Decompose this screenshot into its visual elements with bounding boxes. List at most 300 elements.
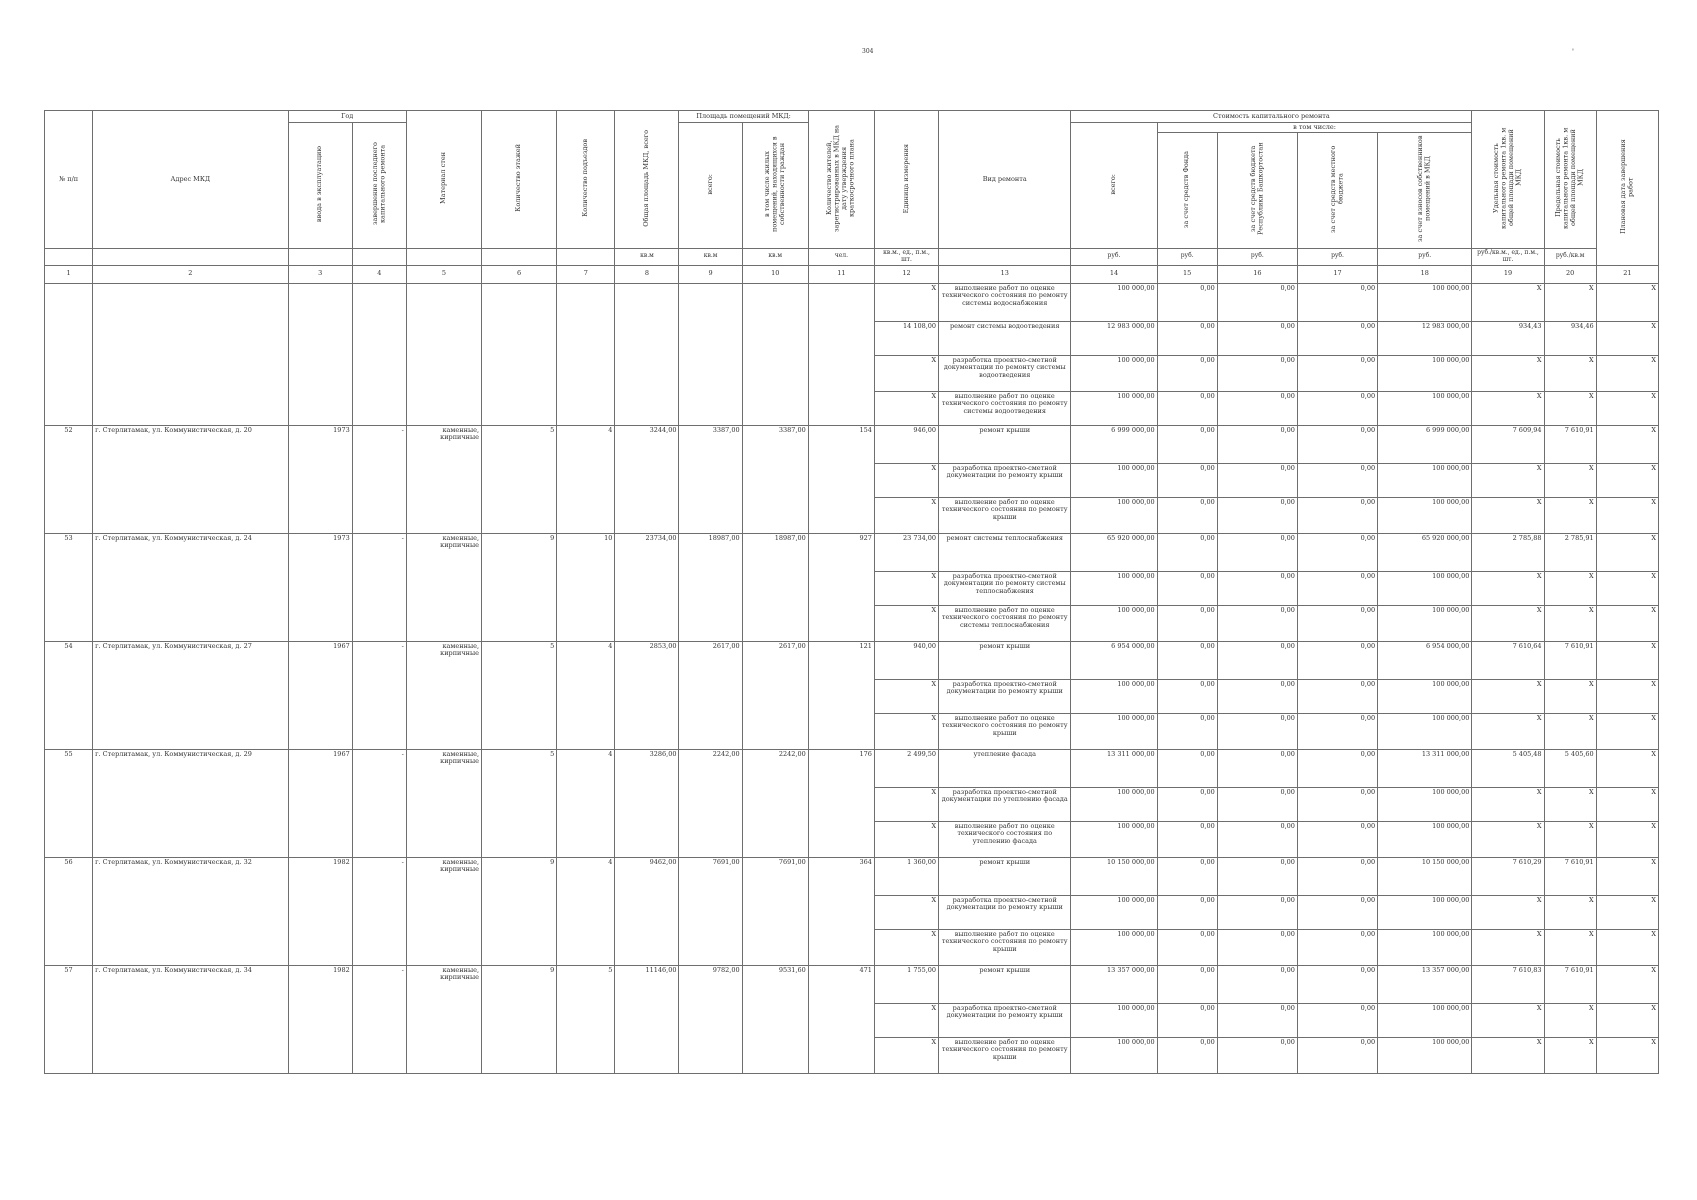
work-quantity: 1 360,00: [874, 857, 938, 895]
unit-label: руб./кв.м: [1544, 248, 1596, 265]
cost-total: 100 000,00: [1071, 571, 1157, 605]
total-area: 2853,00: [615, 641, 679, 749]
wall-material: каменные, кирпичные: [406, 425, 481, 533]
cost-fund: 0,00: [1157, 463, 1217, 497]
building-address: г. Стерлитамак, ул. Коммунистическая, д. 29: [93, 749, 288, 857]
specific-cost: X: [1472, 679, 1544, 713]
row-number: 57: [45, 965, 93, 1073]
year-built: 1973: [288, 425, 352, 533]
cost-fund: 0,00: [1157, 355, 1217, 391]
floors: 5: [482, 749, 557, 857]
planned-date: X: [1596, 605, 1658, 641]
building-address: г. Стерлитамак, ул. Коммунистическая, д. 20: [93, 425, 288, 533]
row-number: 52: [45, 425, 93, 533]
residents: 927: [808, 533, 874, 641]
header-unit: Единица измерения: [874, 111, 938, 249]
work-quantity: X: [874, 929, 938, 965]
planned-date: X: [1596, 425, 1658, 463]
header-area-all: всего:: [679, 123, 742, 249]
area-all: [679, 283, 742, 425]
unit-label: руб.: [1297, 248, 1377, 265]
column-number: 3: [288, 265, 352, 283]
cost-owners: 100 000,00: [1378, 605, 1472, 641]
unit-label: кв.м., ед., п.м., шт.: [874, 248, 938, 265]
header-area-res: в том числе жилых помещений, находящихся в собственности граждан: [742, 123, 808, 249]
limit-cost: X: [1544, 605, 1596, 641]
cost-fund: 0,00: [1157, 929, 1217, 965]
column-number: 4: [352, 265, 406, 283]
area-residential: 9531,60: [742, 965, 808, 1073]
cost-fund: 0,00: [1157, 497, 1217, 533]
work-type: выполнение работ по оценке технического состояния по ремонту крыши: [939, 929, 1071, 965]
cost-budget-rb: 0,00: [1217, 1003, 1297, 1037]
cost-fund: 0,00: [1157, 895, 1217, 929]
cost-owners: 100 000,00: [1378, 283, 1472, 321]
cost-budget-local: 0,00: [1297, 679, 1377, 713]
work-type: разработка проектно-сметной документации по ремонту крыши: [939, 679, 1071, 713]
work-quantity: 23 734,00: [874, 533, 938, 571]
cost-budget-rb: 0,00: [1217, 533, 1297, 571]
header-walls: Материал стен: [406, 111, 481, 249]
limit-cost: X: [1544, 571, 1596, 605]
cost-total: 100 000,00: [1071, 355, 1157, 391]
column-number: 2: [93, 265, 288, 283]
cost-total: 100 000,00: [1071, 497, 1157, 533]
residents: 154: [808, 425, 874, 533]
table-row: [45, 641, 1659, 679]
cost-budget-rb: 0,00: [1217, 857, 1297, 895]
header-fund: за счет средств Фонда: [1157, 133, 1217, 248]
residents: [808, 283, 874, 425]
cost-owners: 13 357 000,00: [1378, 965, 1472, 1003]
row-number: 53: [45, 533, 93, 641]
cost-total: 100 000,00: [1071, 1037, 1157, 1073]
column-number: 13: [939, 265, 1071, 283]
total-area: 11146,00: [615, 965, 679, 1073]
floors: 5: [482, 425, 557, 533]
cost-total: 100 000,00: [1071, 679, 1157, 713]
specific-cost: 7 610,64: [1472, 641, 1544, 679]
limit-cost: X: [1544, 391, 1596, 425]
work-type: ремонт крыши: [939, 425, 1071, 463]
cost-budget-rb: 0,00: [1217, 391, 1297, 425]
year-repair: -: [352, 749, 406, 857]
work-quantity: X: [874, 605, 938, 641]
header-entrances: Количество подъездов: [557, 111, 615, 249]
cost-owners: 100 000,00: [1378, 679, 1472, 713]
wall-material: каменные, кирпичные: [406, 749, 481, 857]
work-quantity: 940,00: [874, 641, 938, 679]
work-type: разработка проектно-сметной документации по ремонту крыши: [939, 895, 1071, 929]
limit-cost: X: [1544, 1037, 1596, 1073]
table-row: [45, 965, 1659, 1003]
work-quantity: X: [874, 1003, 938, 1037]
residents: 176: [808, 749, 874, 857]
year-built: 1982: [288, 965, 352, 1073]
specific-cost: 7 610,29: [1472, 857, 1544, 895]
page-number: 304: [862, 48, 874, 55]
work-quantity: X: [874, 391, 938, 425]
column-number-row: [45, 265, 1659, 283]
header-incl: в том числе:: [1157, 123, 1472, 133]
cost-owners: 12 983 000,00: [1378, 321, 1472, 355]
table-row: [45, 749, 1659, 787]
work-type: выполнение работ по оценке технического состояния по утеплению фасада: [939, 821, 1071, 857]
year-built: [288, 283, 352, 425]
specific-cost: X: [1472, 391, 1544, 425]
header-work: Вид ремонта: [939, 111, 1071, 249]
cost-fund: 0,00: [1157, 391, 1217, 425]
cost-total: 13 357 000,00: [1071, 965, 1157, 1003]
area-res: [742, 283, 808, 425]
limit-cost: 2 785,91: [1544, 533, 1596, 571]
cost-owners: 6 999 000,00: [1378, 425, 1472, 463]
column-number: 20: [1544, 265, 1596, 283]
cost-budget-rb: 0,00: [1217, 641, 1297, 679]
specific-cost: X: [1472, 355, 1544, 391]
cost-fund: 0,00: [1157, 641, 1217, 679]
cost-total: 100 000,00: [1071, 605, 1157, 641]
limit-cost: X: [1544, 283, 1596, 321]
work-quantity: 14 108,00: [874, 321, 938, 355]
entrances: 4: [557, 749, 615, 857]
cost-fund: 0,00: [1157, 283, 1217, 321]
unit-label: чел.: [808, 248, 874, 265]
planned-date: X: [1596, 965, 1658, 1003]
cost-budget-local: 0,00: [1297, 463, 1377, 497]
work-quantity: X: [874, 1037, 938, 1073]
column-number: 12: [874, 265, 938, 283]
work-quantity: X: [874, 571, 938, 605]
column-number: 16: [1217, 265, 1297, 283]
cost-budget-local: 0,00: [1297, 965, 1377, 1003]
work-type: ремонт системы водоотведения: [939, 321, 1071, 355]
residents: 121: [808, 641, 874, 749]
area-residential: 2617,00: [742, 641, 808, 749]
wall-material: каменные, кирпичные: [406, 641, 481, 749]
cost-total: 100 000,00: [1071, 787, 1157, 821]
area-all: 2242,00: [679, 749, 742, 857]
column-number: 7: [557, 265, 615, 283]
work-quantity: 946,00: [874, 425, 938, 463]
floors: 9: [482, 857, 557, 965]
cost-owners: 100 000,00: [1378, 497, 1472, 533]
specific-cost: X: [1472, 283, 1544, 321]
column-number: 9: [679, 265, 742, 283]
cost-owners: 65 920 000,00: [1378, 533, 1472, 571]
area-residential: 3387,00: [742, 425, 808, 533]
cost-total: 100 000,00: [1071, 283, 1157, 321]
column-number: 5: [406, 265, 481, 283]
column-number: 14: [1071, 265, 1157, 283]
planned-date: X: [1596, 929, 1658, 965]
total-area: [615, 283, 679, 425]
header-spec-cost: Удельная стоимость капитального ремонта 1кв. м общей площади помещений МКД: [1472, 111, 1544, 249]
unit-label: руб.: [1071, 248, 1157, 265]
specific-cost: 5 405,48: [1472, 749, 1544, 787]
column-number: 11: [808, 265, 874, 283]
work-type: выполнение работ по оценке технического состояния по ремонту крыши: [939, 1037, 1071, 1073]
cost-total: 100 000,00: [1071, 463, 1157, 497]
entrances: 4: [557, 857, 615, 965]
floors: 5: [482, 641, 557, 749]
work-type: утепление фасада: [939, 749, 1071, 787]
work-type: разработка проектно-сметной документации по ремонту крыши: [939, 1003, 1071, 1037]
building-address: г. Стерлитамак, ул. Коммунистическая, д. 34: [93, 965, 288, 1073]
work-type: разработка проектно-сметной документации по утеплению фасада: [939, 787, 1071, 821]
year-built: 1982: [288, 857, 352, 965]
header-budget-local: за счет средств местного бюджета: [1297, 133, 1377, 248]
header-budget-rb: за счет средств бюджета Республики Башкортостан: [1217, 133, 1297, 248]
column-number: 10: [742, 265, 808, 283]
column-number: 1: [45, 265, 93, 283]
area-all: 2617,00: [679, 641, 742, 749]
cost-total: 13 311 000,00: [1071, 749, 1157, 787]
planned-date: X: [1596, 1003, 1658, 1037]
cost-budget-local: 0,00: [1297, 787, 1377, 821]
year-repair: -: [352, 857, 406, 965]
cost-budget-local: 0,00: [1297, 821, 1377, 857]
building-address: г. Стерлитамак, ул. Коммунистическая, д. 24: [93, 533, 288, 641]
cost-fund: 0,00: [1157, 1003, 1217, 1037]
cost-budget-local: 0,00: [1297, 571, 1377, 605]
cost-owners: 100 000,00: [1378, 1037, 1472, 1073]
cost-total: 100 000,00: [1071, 1003, 1157, 1037]
cost-total: 100 000,00: [1071, 895, 1157, 929]
cost-owners: 100 000,00: [1378, 821, 1472, 857]
planned-date: X: [1596, 355, 1658, 391]
cost-total: 100 000,00: [1071, 929, 1157, 965]
area-residential: 18987,00: [742, 533, 808, 641]
cost-fund: 0,00: [1157, 425, 1217, 463]
limit-cost: 7 610,91: [1544, 857, 1596, 895]
cost-budget-local: 0,00: [1297, 533, 1377, 571]
unit-label: кв.м: [742, 248, 808, 265]
work-quantity: X: [874, 355, 938, 391]
building-address: г. Стерлитамак, ул. Коммунистическая, д. 32: [93, 857, 288, 965]
limit-cost: X: [1544, 929, 1596, 965]
address: [93, 283, 288, 425]
work-quantity: 2 499,50: [874, 749, 938, 787]
planned-date: X: [1596, 283, 1658, 321]
wall-material: каменные, кирпичные: [406, 857, 481, 965]
cost-fund: 0,00: [1157, 571, 1217, 605]
cost-owners: 100 000,00: [1378, 713, 1472, 749]
specific-cost: X: [1472, 1037, 1544, 1073]
planned-date: X: [1596, 463, 1658, 497]
header-residents: Количество жителей, зарегистрированных в МКД на дату утверждения краткосрочного плана: [808, 111, 874, 249]
header-owners: за счет взносов собственников помещений в МКД: [1378, 133, 1472, 248]
planned-date: X: [1596, 533, 1658, 571]
header-area-group: Площадь помещений МКД:: [679, 111, 808, 123]
cost-budget-rb: 0,00: [1217, 1037, 1297, 1073]
year-repair: [352, 283, 406, 425]
cost-fund: 0,00: [1157, 965, 1217, 1003]
building-address: г. Стерлитамак, ул. Коммунистическая, д. 27: [93, 641, 288, 749]
work-type: выполнение работ по оценке технического состояния по ремонту крыши: [939, 713, 1071, 749]
work-quantity: X: [874, 787, 938, 821]
entrances: 10: [557, 533, 615, 641]
cost-owners: 10 150 000,00: [1378, 857, 1472, 895]
work-type: ремонт системы теплоснабжения: [939, 533, 1071, 571]
year-repair: -: [352, 425, 406, 533]
floors: 9: [482, 533, 557, 641]
column-number: 17: [1297, 265, 1377, 283]
cost-budget-local: 0,00: [1297, 857, 1377, 895]
column-number: 6: [482, 265, 557, 283]
entrances: 4: [557, 425, 615, 533]
limit-cost: X: [1544, 355, 1596, 391]
cost-fund: 0,00: [1157, 321, 1217, 355]
cost-budget-rb: 0,00: [1217, 929, 1297, 965]
column-number: 15: [1157, 265, 1217, 283]
work-quantity: X: [874, 713, 938, 749]
work-quantity: X: [874, 821, 938, 857]
cost-budget-rb: 0,00: [1217, 283, 1297, 321]
specific-cost: X: [1472, 713, 1544, 749]
limit-cost: X: [1544, 1003, 1596, 1037]
floors: 9: [482, 965, 557, 1073]
column-number: 19: [1472, 265, 1544, 283]
header-num: № п/п: [45, 111, 93, 249]
work-quantity: X: [874, 497, 938, 533]
total-area: 3286,00: [615, 749, 679, 857]
total-area: 9462,00: [615, 857, 679, 965]
total-area: 23734,00: [615, 533, 679, 641]
unit-label: руб.: [1378, 248, 1472, 265]
cost-total: 10 150 000,00: [1071, 857, 1157, 895]
wall-material: каменные, кирпичные: [406, 965, 481, 1073]
cost-owners: 6 954 000,00: [1378, 641, 1472, 679]
wall-material: каменные, кирпичные: [406, 533, 481, 641]
limit-cost: 7 610,91: [1544, 425, 1596, 463]
header-year-built: ввода в эксплуатацию: [288, 123, 352, 249]
cost-budget-local: 0,00: [1297, 497, 1377, 533]
total-area: 3244,00: [615, 425, 679, 533]
work-quantity: X: [874, 283, 938, 321]
planned-date: X: [1596, 391, 1658, 425]
cost-budget-rb: 0,00: [1217, 713, 1297, 749]
table-row: [45, 425, 1659, 463]
limit-cost: X: [1544, 821, 1596, 857]
area-residential: 7691,00: [742, 857, 808, 965]
cost-budget-local: 0,00: [1297, 1003, 1377, 1037]
cost-total: 100 000,00: [1071, 713, 1157, 749]
cost-budget-local: 0,00: [1297, 713, 1377, 749]
cost-budget-local: 0,00: [1297, 283, 1377, 321]
table-row: [45, 283, 1659, 321]
limit-cost: 5 405,60: [1544, 749, 1596, 787]
specific-cost: X: [1472, 1003, 1544, 1037]
cost-total: 100 000,00: [1071, 821, 1157, 857]
limit-cost: 934,46: [1544, 321, 1596, 355]
specific-cost: 934,43: [1472, 321, 1544, 355]
planned-date: X: [1596, 641, 1658, 679]
area-all: 3387,00: [679, 425, 742, 533]
area-all: 7691,00: [679, 857, 742, 965]
cost-fund: 0,00: [1157, 605, 1217, 641]
specific-cost: 2 785,88: [1472, 533, 1544, 571]
header-year-repair: завершение последнего капитального ремонта: [352, 123, 406, 249]
cost-owners: 100 000,00: [1378, 895, 1472, 929]
work-type: разработка проектно-сметной документации по ремонту системы теплоснабжения: [939, 571, 1071, 605]
cost-budget-rb: 0,00: [1217, 821, 1297, 857]
specific-cost: X: [1472, 463, 1544, 497]
cost-budget-rb: 0,00: [1217, 787, 1297, 821]
specific-cost: X: [1472, 787, 1544, 821]
work-quantity: X: [874, 895, 938, 929]
specific-cost: 7 610,83: [1472, 965, 1544, 1003]
work-type: выполнение работ по оценке технического состояния по ремонту крыши: [939, 497, 1071, 533]
unit-label: кв.м: [615, 248, 679, 265]
row-number: 55: [45, 749, 93, 857]
corner-mark: ': [1572, 48, 1574, 56]
cost-budget-local: 0,00: [1297, 895, 1377, 929]
cost-budget-local: 0,00: [1297, 749, 1377, 787]
specific-cost: X: [1472, 497, 1544, 533]
planned-date: X: [1596, 713, 1658, 749]
limit-cost: X: [1544, 463, 1596, 497]
limit-cost: X: [1544, 895, 1596, 929]
planned-date: X: [1596, 321, 1658, 355]
cost-owners: 100 000,00: [1378, 1003, 1472, 1037]
specific-cost: X: [1472, 929, 1544, 965]
work-type: ремонт крыши: [939, 965, 1071, 1003]
planned-date: X: [1596, 1037, 1658, 1073]
cost-budget-local: 0,00: [1297, 641, 1377, 679]
year-repair: -: [352, 965, 406, 1073]
cost-budget-local: 0,00: [1297, 321, 1377, 355]
limit-cost: X: [1544, 679, 1596, 713]
row-number: 56: [45, 857, 93, 965]
floors: [482, 283, 557, 425]
cost-budget-rb: 0,00: [1217, 463, 1297, 497]
cost-fund: 0,00: [1157, 679, 1217, 713]
year-built: 1967: [288, 641, 352, 749]
cost-fund: 0,00: [1157, 1037, 1217, 1073]
cost-fund: 0,00: [1157, 821, 1217, 857]
year-repair: -: [352, 533, 406, 641]
column-number: 8: [615, 265, 679, 283]
cost-total: 12 983 000,00: [1071, 321, 1157, 355]
cost-total: 6 999 000,00: [1071, 425, 1157, 463]
table-body: [45, 265, 1659, 1073]
residents: 471: [808, 965, 874, 1073]
limit-cost: X: [1544, 497, 1596, 533]
cost-total: 100 000,00: [1071, 391, 1157, 425]
specific-cost: X: [1472, 821, 1544, 857]
cost-owners: 100 000,00: [1378, 355, 1472, 391]
header-cost-total: всего:: [1071, 123, 1157, 249]
planned-date: X: [1596, 787, 1658, 821]
entrances: 4: [557, 641, 615, 749]
cost-budget-rb: 0,00: [1217, 497, 1297, 533]
work-quantity: X: [874, 679, 938, 713]
column-number: 18: [1378, 265, 1472, 283]
walls: [406, 283, 481, 425]
header-address: Адрес МКД: [93, 111, 288, 249]
planned-date: X: [1596, 749, 1658, 787]
cost-budget-rb: 0,00: [1217, 321, 1297, 355]
cost-budget-local: 0,00: [1297, 391, 1377, 425]
cost-owners: 13 311 000,00: [1378, 749, 1472, 787]
work-quantity: 1 755,00: [874, 965, 938, 1003]
year-built: 1973: [288, 533, 352, 641]
work-type: выполнение работ по оценке технического состояния по ремонту системы теплоснабжения: [939, 605, 1071, 641]
area-all: 9782,00: [679, 965, 742, 1073]
work-type: ремонт крыши: [939, 641, 1071, 679]
cost-fund: 0,00: [1157, 857, 1217, 895]
